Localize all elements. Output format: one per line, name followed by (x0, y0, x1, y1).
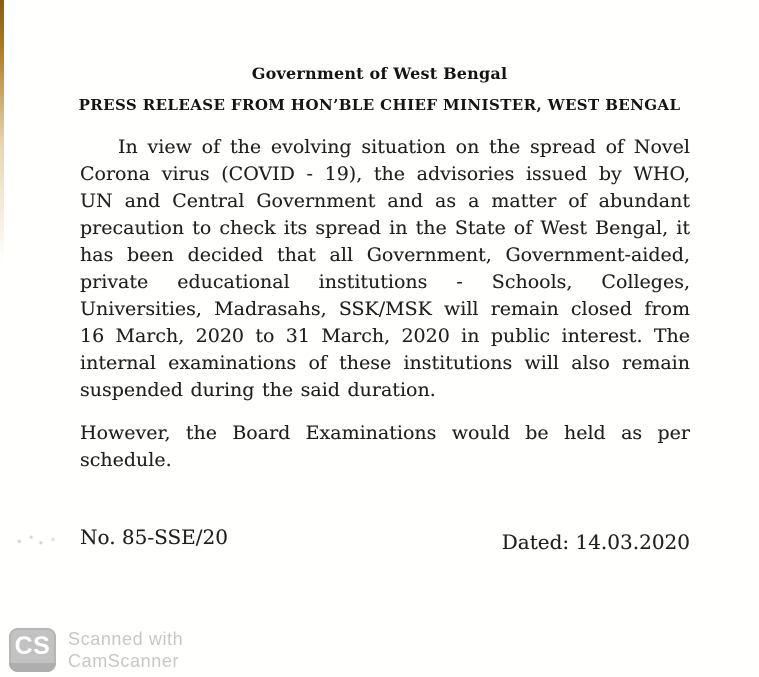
main-paragraph: In view of the evolving situation on the spread of Novel Corona virus (COVID - 19), the advisories issued by WHO, UN and Central Government and as a matter of abundant precaution to check its spread in the State of West Bengal, it has been decided that all Government, Government-aided, private educational institutions - Schools, Colleges, Universities, Madrasahs, SSK/MSK will remain closed from 16 March, 2020 to 31 March, 2020 in public interest. The internal examinations of these institutions will also remain suspended during the said duration. (80, 136, 690, 401)
watermark-line1: Scanned with (68, 629, 184, 649)
camscanner-cs-icon (9, 628, 56, 672)
reference-row (80, 525, 690, 554)
government-name-heading: Government of West Bengal (251, 64, 508, 83)
cs-icon-bottom-band (9, 663, 56, 672)
press-release-title: PRESS RELEASE FROM HON’BLE CHIEF MINISTER, WEST BENGAL (78, 96, 681, 114)
document-header (0, 0, 759, 114)
watermark-text (68, 628, 183, 672)
camscanner-watermark (9, 628, 183, 672)
memo-reference-number: No. 85-SSE/20 (80, 525, 228, 549)
document-body (80, 134, 690, 474)
board-exams-paragraph: However, the Board Examinations would be held as per schedule. (80, 422, 690, 471)
pencil-smudge-mark (12, 533, 60, 547)
cs-icon-letters: CS (14, 632, 51, 660)
document-date: Dated: 14.03.2020 (501, 530, 690, 554)
watermark-line2: CamScanner (68, 651, 180, 671)
